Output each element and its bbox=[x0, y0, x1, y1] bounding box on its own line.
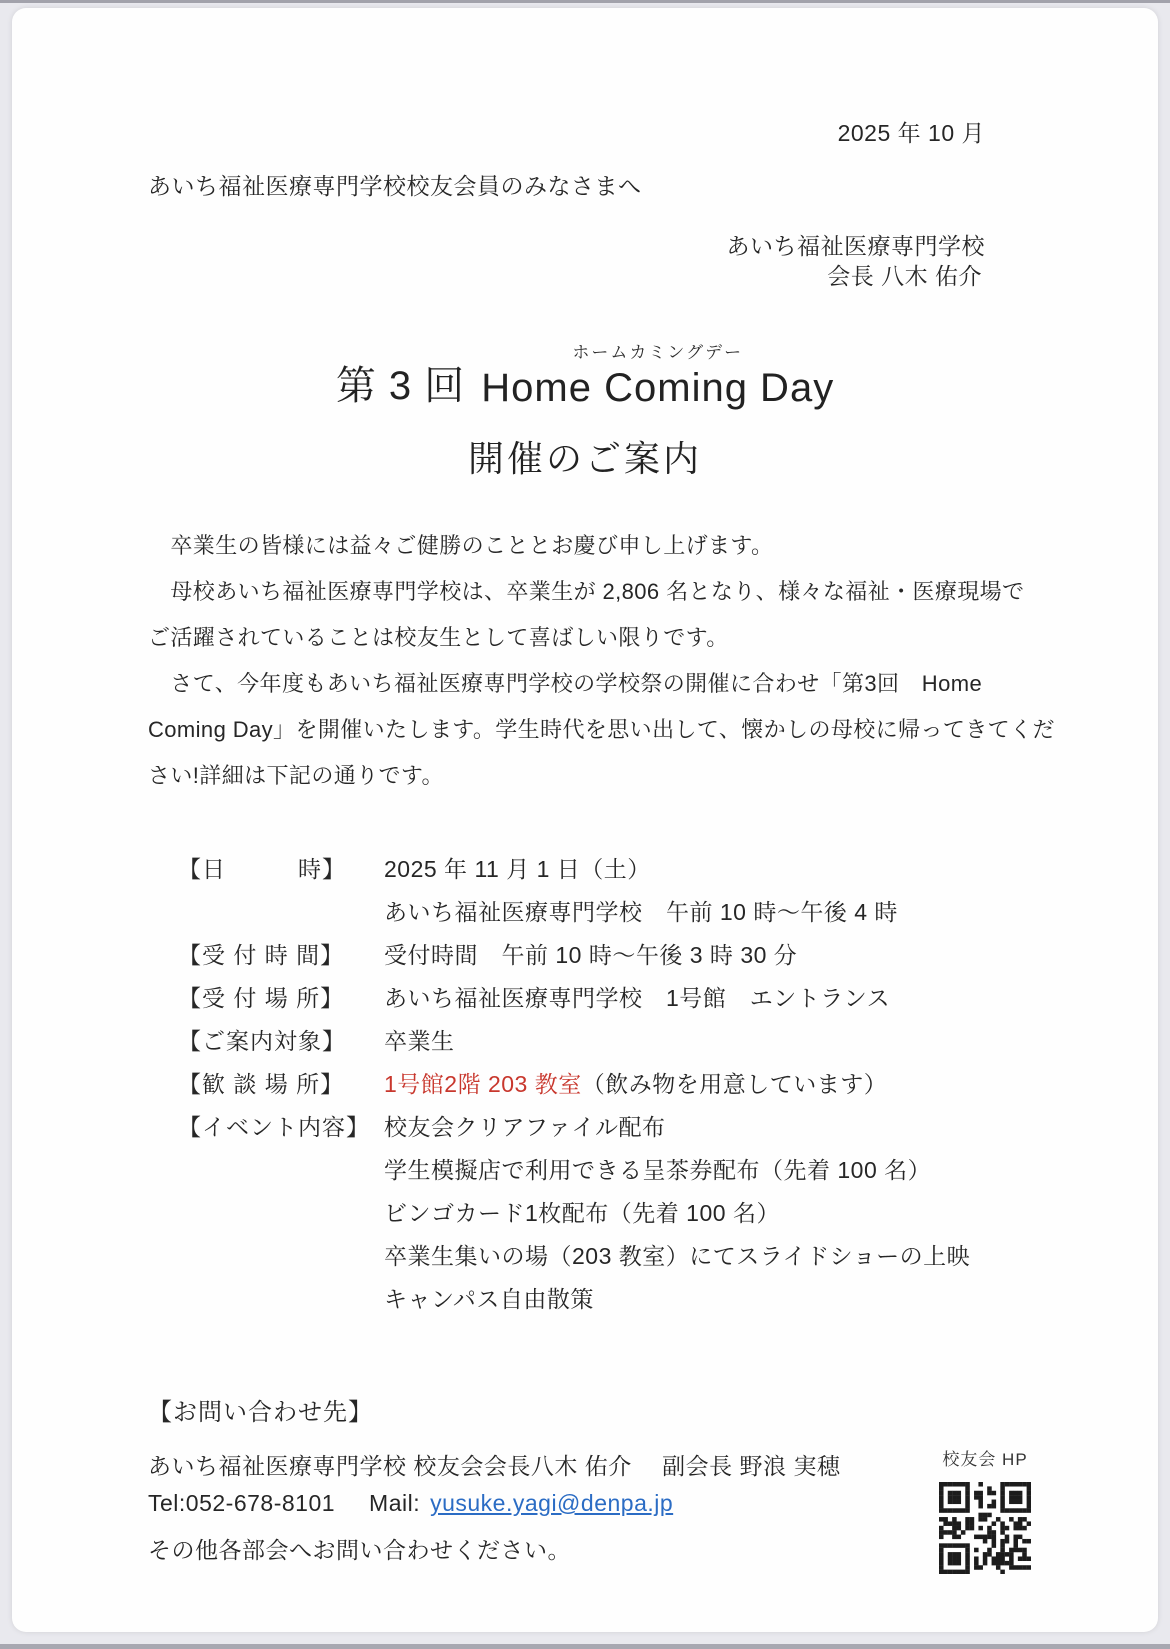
detail-value-line: 卒業生 bbox=[384, 1028, 455, 1054]
contact-heading: 【お問い合わせ先】 bbox=[148, 1399, 373, 1426]
body-paragraphs bbox=[148, 523, 1055, 799]
sender-person: 会長 八木 佑介 bbox=[827, 263, 982, 289]
detail-value-line: 受付時間 午前 10 時～午後 3 時 30 分 bbox=[384, 942, 798, 968]
title-block bbox=[12, 338, 1158, 482]
qr-code-icon bbox=[939, 1482, 1031, 1574]
detail-value-line: あいち福祉医療専門学校 1号館 エントランス bbox=[384, 985, 891, 1011]
body-line: さい!詳細は下記の通りです。 bbox=[148, 763, 444, 788]
subtitle: 開催のご案内 bbox=[467, 438, 702, 479]
detail-label: 【歓 談 場 所】 bbox=[178, 1071, 345, 1097]
contact-names-line: あいち福祉医療専門学校 校友会会長八木 佑介 副会長 野浪 実穂 bbox=[148, 1453, 841, 1479]
detail-label: 【受 付 場 所】 bbox=[178, 985, 345, 1011]
venue-note: （飲み物を用意しています） bbox=[581, 1071, 888, 1097]
detail-value bbox=[384, 1020, 1038, 1063]
detail-value bbox=[384, 1106, 1038, 1321]
detail-label: 【受 付 時 間】 bbox=[178, 942, 345, 968]
detail-value bbox=[384, 1063, 1038, 1106]
detail-label: 【ご案内対象】 bbox=[178, 1028, 346, 1054]
body-line: 母校あいち福祉医療専門学校は、卒業生が 2,806 名となり、様々な福祉・医療現場で bbox=[148, 579, 1025, 604]
detail-label: 【イベント内容】 bbox=[178, 1114, 370, 1140]
detail-value-line bbox=[384, 1063, 1038, 1106]
body-line: ご活躍されていることは校友生として喜ばしい限りです。 bbox=[148, 625, 729, 650]
mail-label: Mail: bbox=[369, 1490, 421, 1516]
document-page bbox=[12, 8, 1158, 1632]
detail-value-line: キャンパス自由散策 bbox=[384, 1286, 594, 1312]
tel-number: Tel:052-678-8101 bbox=[148, 1490, 336, 1516]
title-english-with-ruby bbox=[481, 338, 834, 411]
title-prefix: 第 3 回 bbox=[335, 364, 466, 408]
contact-tel-mail-line bbox=[148, 1490, 673, 1517]
qr-block bbox=[910, 1445, 1060, 1579]
venue-highlight: 1号館2階 203 教室 bbox=[384, 1071, 582, 1097]
detail-value bbox=[384, 934, 1038, 977]
detail-value-line: あいち福祉医療専門学校 午前 10 時～午後 4 時 bbox=[384, 899, 898, 925]
title-english: Home Coming Day bbox=[481, 366, 835, 410]
detail-row-target bbox=[178, 1020, 1038, 1063]
detail-row-reception-place bbox=[178, 977, 1038, 1020]
detail-value bbox=[384, 977, 1038, 1020]
email-link[interactable]: yusuke.yagi@denpa.jp bbox=[430, 1490, 674, 1516]
main-title bbox=[12, 338, 1158, 411]
detail-value-line: 校友会クリアファイル配布 bbox=[384, 1114, 666, 1140]
detail-row-venue bbox=[178, 1063, 1038, 1106]
sender-organization: あいち福祉医療専門学校 bbox=[726, 233, 985, 259]
addressee-line: あいち福祉医療専門学校校友会員のみなさまへ bbox=[148, 173, 642, 199]
detail-row-events bbox=[178, 1106, 1038, 1321]
detail-value-line: ビンゴカード1枚配布（先着 100 名） bbox=[384, 1200, 780, 1226]
body-line: 卒業生の皆様には益々ご健勝のこととお慶び申し上げます。 bbox=[148, 533, 774, 558]
body-line: Coming Day」を開催いたします。学生時代を思い出して、懐かしの母校に帰ってきてくだ bbox=[148, 717, 1055, 742]
detail-value-line: 学生模擬店で利用できる呈茶券配布（先着 100 名） bbox=[384, 1157, 932, 1183]
contact-other-line: その他各部会へお問い合わせください。 bbox=[148, 1537, 571, 1563]
document-date: 2025 年 10 月 bbox=[837, 120, 985, 146]
title-ruby: ホームカミングデー bbox=[572, 343, 744, 362]
qr-label: 校友会 HP bbox=[942, 1450, 1028, 1469]
event-details-list bbox=[178, 848, 1038, 1321]
detail-value-line: 2025 年 11 月 1 日（土） bbox=[384, 856, 651, 882]
detail-label: 【日 時】 bbox=[178, 856, 346, 882]
detail-value-line: 卒業生集いの場（203 教室）にてスライドショーの上映 bbox=[384, 1243, 971, 1269]
detail-row-reception-time bbox=[178, 934, 1038, 977]
screen-bottom-edge bbox=[0, 1644, 1170, 1649]
detail-value bbox=[384, 848, 1038, 934]
body-line: さて、今年度もあいち福祉医療専門学校の学校祭の開催に合わせ「第3回 Home bbox=[148, 671, 983, 696]
screen-top-edge bbox=[0, 0, 1170, 3]
detail-row-datetime bbox=[178, 848, 1038, 934]
